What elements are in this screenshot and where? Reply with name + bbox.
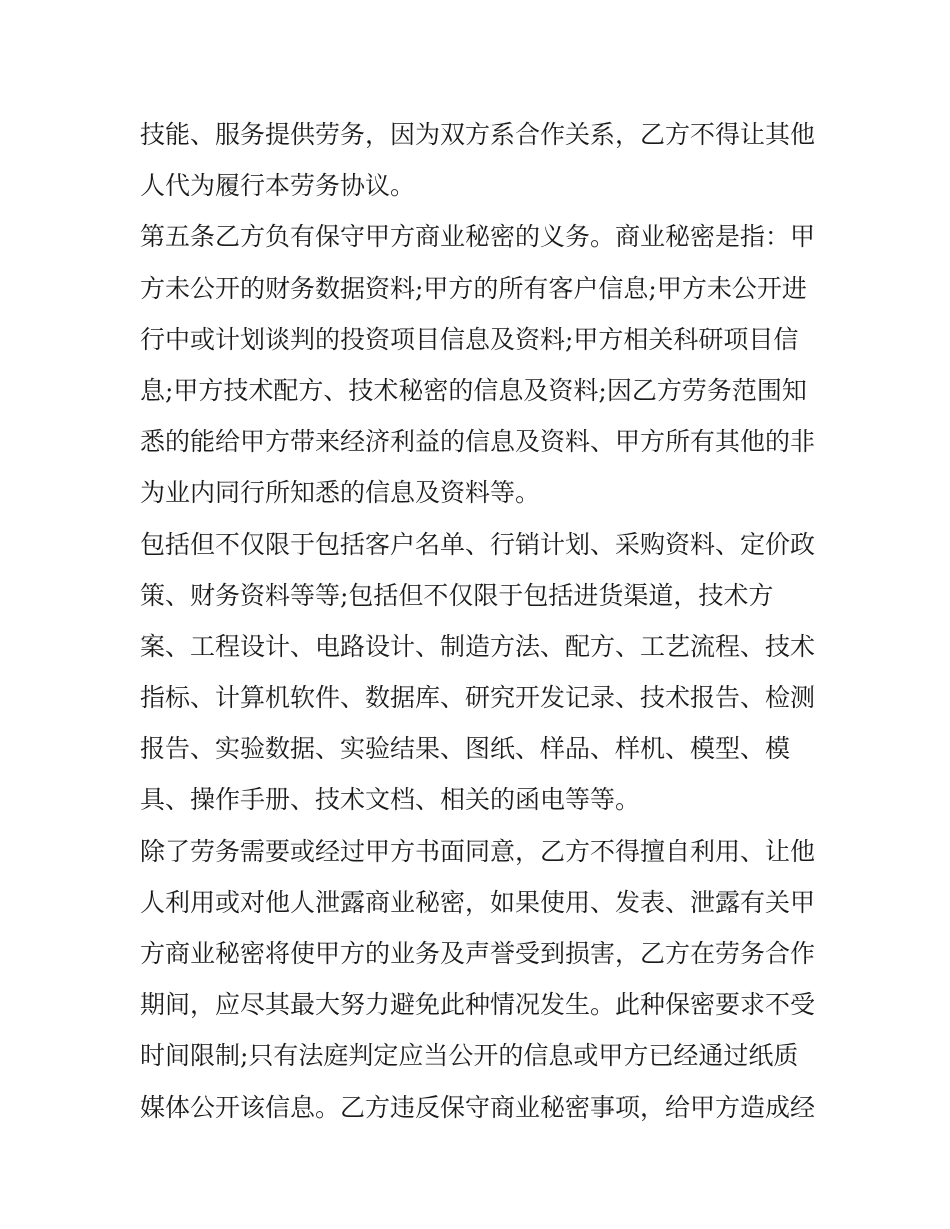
text-line: 指标、计算机软件、数据库、研究开发记录、技术报告、检测	[140, 683, 816, 713]
text-line: 人利用或对他人泄露商业秘密，如果使用、发表、泄露有关甲	[140, 887, 816, 917]
text-line: 技能、服务提供劳务，因为双方系合作关系，乙方不得让其他	[140, 120, 816, 149]
text-line: 时间限制;只有法庭判定应当公开的信息或甲方已经通过纸质	[140, 1041, 799, 1071]
text-line: 具、操作手册、技术文档、相关的函电等等。	[140, 785, 641, 815]
text-line: 策、财务资料等等;包括但不仅限于包括进货渠道，技术方	[140, 580, 774, 610]
text-line: 悉的能给甲方带来经济利益的信息及资料、甲方所有其他的非	[140, 427, 816, 457]
text-line: 人代为履行本劳务协议。	[140, 171, 416, 201]
text-line: 案、工程设计、电路设计、制造方法、配方、工艺流程、技术	[140, 631, 816, 661]
text-line: 包括但不仅限于包括客户名单、行销计划、采购资料、定价政	[140, 529, 816, 559]
text-line: 期间，应尽其最大努力避免此种情况发生。此种保密要求不受	[140, 990, 816, 1020]
text-line: 报告、实验数据、实验结果、图纸、样品、样机、模型、模	[140, 734, 791, 764]
text-line: 第五条乙方负有保守甲方商业秘密的义务。商业秘密是指：甲	[140, 222, 816, 252]
text-line: 为业内同行所知悉的信息及资料等。	[140, 478, 541, 508]
text-line: 媒体公开该信息。乙方违反保守商业秘密事项，给甲方造成经	[140, 1092, 816, 1122]
text-line: 行中或计划谈判的投资项目信息及资料;甲方相关科研项目信	[140, 324, 799, 354]
text-line: 方商业秘密将使甲方的业务及声誉受到损害，乙方在劳务合作	[140, 939, 816, 968]
text-line: 息;甲方技术配方、技术秘密的信息及资料;因乙方劳务范围知	[140, 375, 807, 405]
text-line: 除了劳务需要或经过甲方书面同意，乙方不得擅自利用、让他	[140, 836, 816, 866]
document-body	[140, 109, 820, 1133]
text-line: 方未公开的财务数据资料;甲方的所有客户信息;甲方未公开进	[140, 273, 807, 303]
